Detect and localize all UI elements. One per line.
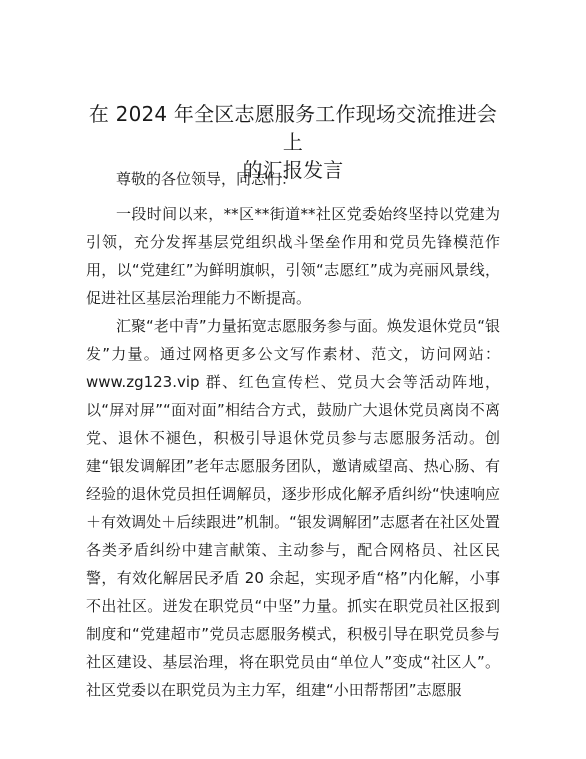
document-title-line2: 的汇报发言 [242, 158, 344, 182]
document-title-line1: 在 2024 年全区志愿服务工作现场交流推进会上 [88, 102, 498, 154]
paragraph-1: 一段时间以来，**区**街道**社区党委始终坚持以党建为引领，充分发挥基层党组织战斗堡垒作用和党员先锋模范作用，以“党建红”为鲜明旗帜，引领“志愿红”成为亮丽风景线，促进社区基层治理能力不断提高。 [86, 205, 500, 307]
paragraph-2: 汇聚“老中青”力量拓宽志愿服务参与面。焕发退休党员“银发”力量。通过网格更多公文写作素材、范文，访问网站：www.zg123.vip 群、红色宣传栏、党员大会等活动阵地，以“屏对屏”“面对面”相结合方式，鼓励广大退休党员离岗不离党、退休不褪色，积极引导退休党员参与志愿服务活动。创建“银发调解团”老年志愿服务团队，邀请威望高、热心肠、有经验的退休党员担任调解员，逐步形成化解矛盾纠纷“快速响应＋有效调处＋后续跟进”机制。“银发调解团”志愿者在社区处置各类矛盾纠纷中建言献策、主动参与，配合网格员、社区民警，有效化解居民矛盾 20 余起，实现矛盾“格”内化解，小事不出社区。迸发在职党员“中坚”力量。抓实在职党员社区报到制度和“党建超市”党员志愿服务模式，积极引导在职党员参与社区建设、基层治理，将在职党员由“单位人”变成“社区人”。社区党委以在职党员为主力军，组建“小田帮帮团”志愿服 [86, 317, 500, 699]
greeting: 尊敬的各位领导，同志们： [116, 170, 297, 188]
